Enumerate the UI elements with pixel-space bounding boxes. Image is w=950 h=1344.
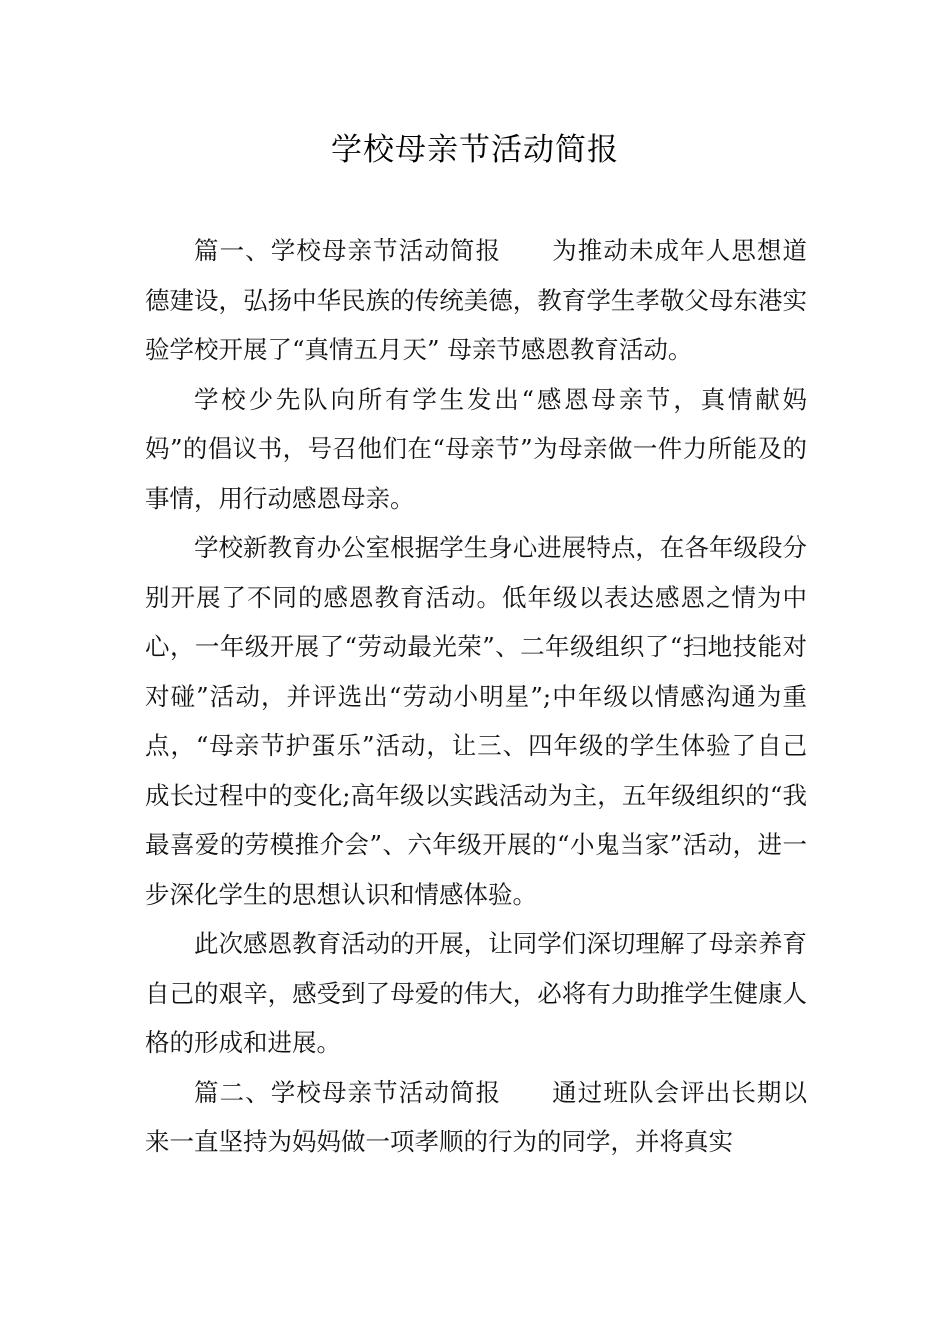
paragraph-3-text: 学校新教育办公室根据学生身心进展特点，在各年级段分别开展了不同的感恩教育活动。低年级以表达感恩之情为中心，一年级开展了“劳动最光荣”、二年级组织了“扫地技能对对碰”活动，并评选出“劳动小明星”;中年级以情感沟通为重点，“母亲节护蛋乐”活动，让三、四年级的学生体验了自己成长过程中的变化;高年级以实践活动为主，五年级组织的“我最喜爱的劳模推介会”、六年级开展的“小鬼当家”活动，进一步深化学生的思想认识和情感体验。 — [145, 533, 807, 909]
paragraph-5-lead: 篇二、学校母亲节活动简报 — [194, 1077, 502, 1107]
paragraph-2-text: 学校少先队向所有学生发出“感恩母亲节，真情献妈妈”的倡议书，号召他们在“母亲节”为母亲做一件力所能及的事情，用行动感恩母亲。 — [145, 384, 807, 513]
paragraph-1-lead: 篇一、学校母亲节活动简报 — [194, 236, 502, 265]
paragraph-2 — [145, 375, 807, 524]
document-body — [145, 226, 807, 1167]
paragraph-4-text: 此次感恩教育活动的开展，让同学们深切理解了母亲养育自己的艰辛，感受到了母爱的伟大，必将有力助推学生健康人格的形成和进展。 — [145, 929, 807, 1057]
paragraph-1-text: 为推动未成年人思想道德建设，弘扬中华民族的传统美德，教育学生孝敬父母东港实验学校开展了“真情五月天” 母亲节感恩教育活动。 — [145, 236, 808, 364]
paragraph-4 — [145, 919, 807, 1068]
document-title: 学校母亲节活动简报 — [331, 132, 619, 168]
paragraph-3 — [145, 523, 807, 919]
paragraph-1 — [145, 226, 807, 375]
paragraph-5 — [145, 1068, 807, 1167]
paragraph-5-text: 通过班队会评出长期以来一直坚持为妈妈做一项孝顺的行为的同学，并将真实 — [145, 1077, 808, 1156]
